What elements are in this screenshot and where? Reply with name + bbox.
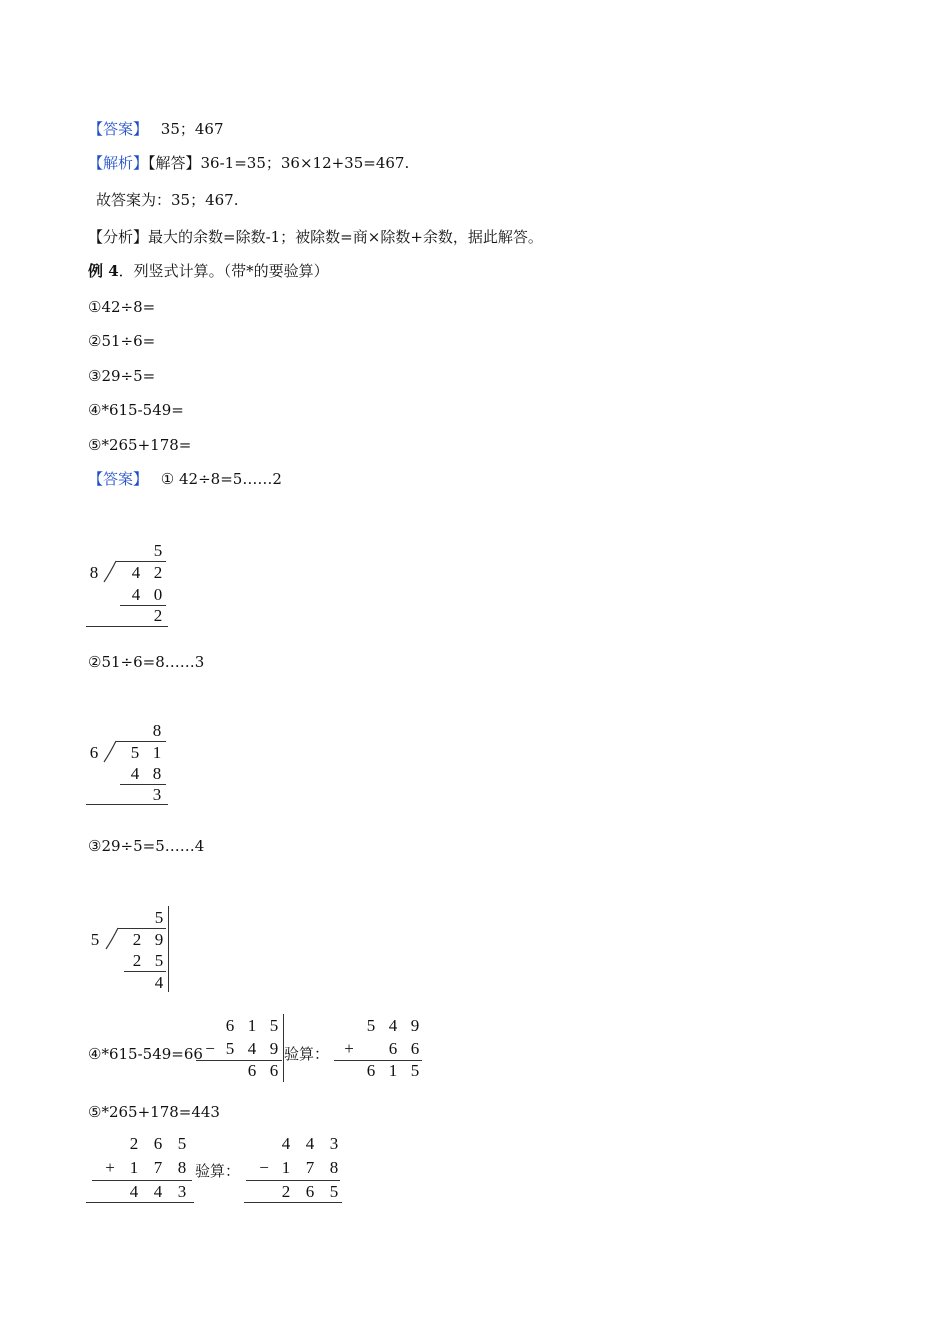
division-bracket [104, 561, 118, 583]
division-bar [116, 741, 166, 742]
quotient-digit: 5 [153, 541, 163, 560]
division-bracket [106, 928, 120, 950]
example-title-text: ．列竖式计算。（带*的要验算） [118, 262, 329, 280]
remainder-digit: 3 [152, 785, 162, 804]
problem-3: ③29÷5= [88, 367, 156, 385]
top-digit: 6 [225, 1016, 235, 1035]
operator: − [205, 1039, 215, 1058]
product-digit: 4 [131, 585, 141, 604]
bottom-digit: 7 [153, 1158, 163, 1177]
bottom-digit: 8 [329, 1158, 339, 1177]
product-digit: 2 [132, 951, 142, 970]
bottom-digit: 6 [388, 1039, 398, 1058]
result-3: ③29÷5=5……4 [88, 837, 205, 855]
bottom-digit: 9 [269, 1039, 279, 1058]
product-digit: 8 [152, 764, 162, 783]
result-5: ⑤*265+178=443 [88, 1103, 220, 1121]
remainder-digit: 2 [153, 606, 163, 625]
bottom-digit: 1 [129, 1158, 139, 1177]
dividend-digit: 2 [153, 563, 163, 582]
analysis-tag: 【解析】 [88, 154, 149, 172]
result-4: ④*615-549=66 [88, 1045, 203, 1063]
result-digit: 1 [388, 1061, 398, 1080]
division-bracket [104, 741, 118, 763]
answer-text: 35；467 [160, 120, 224, 138]
result-1: ① 42÷8=5……2 [160, 470, 282, 488]
dividend-digit: 1 [152, 743, 162, 762]
problem-2: ②51÷6= [88, 332, 156, 350]
result-digit: 6 [247, 1061, 257, 1080]
problem-4: ④*615-549= [88, 401, 184, 419]
dividend-digit: 9 [154, 930, 164, 949]
division-bar [118, 928, 166, 929]
divisor: 6 [89, 743, 99, 762]
fenxi-line: 【分析】最大的余数=除数-1；被除数=商×除数+余数，据此解答。 [88, 228, 543, 246]
answer-line-1 [88, 119, 224, 139]
operator: + [105, 1158, 115, 1177]
remainder-digit: 4 [154, 973, 164, 992]
result-digit: 6 [305, 1182, 315, 1201]
top-digit: 4 [281, 1134, 291, 1153]
example-title [88, 261, 329, 281]
top-digit: 1 [247, 1016, 257, 1035]
product-digit: 5 [154, 951, 164, 970]
top-digit: 4 [305, 1134, 315, 1153]
quotient-digit: 8 [152, 721, 162, 740]
top-digit: 6 [153, 1134, 163, 1153]
bottom-digit: 5 [225, 1039, 235, 1058]
top-digit: 2 [129, 1134, 139, 1153]
answer-line-2 [88, 469, 282, 489]
bottom-line [244, 1202, 342, 1203]
dividend-digit: 4 [131, 563, 141, 582]
problem-1: ①42÷8= [88, 298, 156, 316]
top-digit: 5 [269, 1016, 279, 1035]
top-digit: 4 [388, 1016, 398, 1035]
result-digit: 4 [129, 1182, 139, 1201]
example-label: 例 4 [88, 262, 119, 280]
bottom-digit: 8 [177, 1158, 187, 1177]
product-digit: 4 [130, 764, 140, 783]
dividend-digit: 5 [130, 743, 140, 762]
answer-tag-2: 【答案】 [88, 470, 149, 488]
result-line [246, 1180, 340, 1181]
result-digit: 5 [329, 1182, 339, 1201]
check-label: 验算： [284, 1045, 330, 1063]
subtraction-line [124, 971, 166, 972]
product-digit: 0 [153, 585, 163, 604]
bottom-digit: 1 [281, 1158, 291, 1177]
bottom-line [86, 804, 168, 805]
operator: + [344, 1039, 354, 1058]
answer-tag: 【答案】 [88, 120, 149, 138]
result-digit: 2 [281, 1182, 291, 1201]
result-2: ②51÷6=8……3 [88, 653, 205, 671]
operator: − [259, 1158, 269, 1177]
check-label-2: 验算： [195, 1162, 241, 1180]
result-digit: 5 [410, 1061, 420, 1080]
analysis-line [88, 153, 409, 173]
divisor: 8 [89, 563, 99, 582]
problem-5: ⑤*265+178= [88, 436, 192, 454]
bottom-digit: 7 [305, 1158, 315, 1177]
bottom-line [86, 626, 168, 627]
quotient-digit: 5 [154, 908, 164, 927]
conclusion-line: 故答案为：35；467. [96, 191, 239, 209]
bottom-line [86, 1202, 194, 1203]
top-digit: 5 [366, 1016, 376, 1035]
top-digit: 9 [410, 1016, 420, 1035]
bottom-digit: 6 [410, 1039, 420, 1058]
result-digit: 3 [177, 1182, 187, 1201]
divisor: 5 [90, 930, 100, 949]
result-digit: 6 [366, 1061, 376, 1080]
result-digit: 6 [269, 1061, 279, 1080]
top-digit: 5 [177, 1134, 187, 1153]
bottom-digit: 4 [247, 1039, 257, 1058]
table-edge-line [168, 906, 169, 992]
dividend-digit: 2 [132, 930, 142, 949]
division-bar [116, 561, 166, 562]
analysis-text: 【解答】36-1=35；36×12+35=467. [148, 154, 410, 172]
result-digit: 4 [153, 1182, 163, 1201]
top-digit: 3 [329, 1134, 339, 1153]
result-line [92, 1180, 192, 1181]
